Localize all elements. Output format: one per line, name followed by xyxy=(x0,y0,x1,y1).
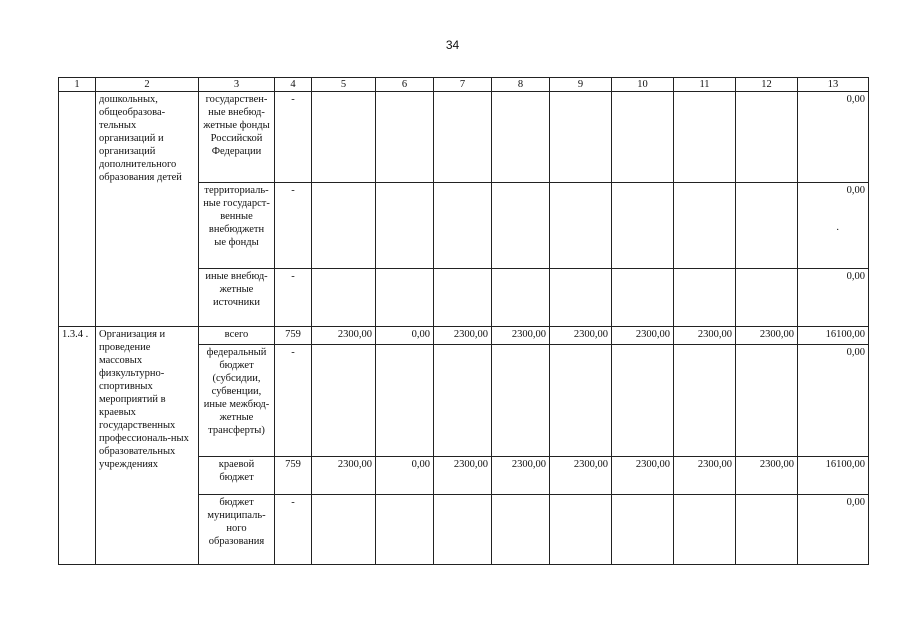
value-cell: 2300,00 xyxy=(612,327,674,345)
value-cell: 2300,00 xyxy=(492,457,550,495)
total-cell: 16100,00 xyxy=(798,327,869,345)
value-cell: 0,00 xyxy=(376,327,434,345)
col-header: 7 xyxy=(434,78,492,92)
table-row xyxy=(59,92,869,183)
table-row xyxy=(59,327,869,345)
activity-name: дошкольных, общеобразова-тельных организаций и организаций дополнительного образования детей xyxy=(96,92,199,327)
col-header: 12 xyxy=(736,78,798,92)
total-cell: 0,00 xyxy=(798,345,869,457)
col-header: 3 xyxy=(199,78,275,92)
total-value: 0,00 xyxy=(846,185,865,196)
stray-mark: . xyxy=(836,222,839,233)
value-cell: 2300,00 xyxy=(674,327,736,345)
value-cell: 2300,00 xyxy=(736,457,798,495)
source-cell: государствен-ные внебюд-жетные фонды Российской Федерации xyxy=(199,92,275,183)
source-cell: всего xyxy=(199,327,275,345)
source-cell: территориаль-ные государст-венные внебюджетн ые фонды xyxy=(199,183,275,269)
value-cell: 2300,00 xyxy=(312,457,376,495)
source-cell: иные внебюд-жетные источники xyxy=(199,269,275,327)
col-header: 11 xyxy=(674,78,736,92)
value-cell: 2300,00 xyxy=(434,457,492,495)
col-header: 4 xyxy=(275,78,312,92)
col-header: 9 xyxy=(550,78,612,92)
col-header: 13 xyxy=(798,78,869,92)
value-cell: 2300,00 xyxy=(550,327,612,345)
total-cell xyxy=(798,183,869,269)
code-cell: - xyxy=(275,92,312,183)
source-cell: бюджет муниципаль-ного образования xyxy=(199,495,275,565)
budget-table xyxy=(58,77,869,565)
total-cell: 16100,00 xyxy=(798,457,869,495)
value-cell: 2300,00 xyxy=(612,457,674,495)
total-cell: 0,00 xyxy=(798,269,869,327)
value-cell: 2300,00 xyxy=(434,327,492,345)
value-cell: 2300,00 xyxy=(492,327,550,345)
activity-name: Организация и проведение массовых физкультурно-спортивных мероприятий в краевых государственных профессиональ-ных образовательных учреждениях xyxy=(96,327,199,565)
source-cell: краевой бюджет xyxy=(199,457,275,495)
value-cell: 2300,00 xyxy=(674,457,736,495)
code-cell: - xyxy=(275,345,312,457)
row-number-cell xyxy=(59,92,96,327)
value-cell: 0,00 xyxy=(376,457,434,495)
col-header: 2 xyxy=(96,78,199,92)
total-cell: 0,00 xyxy=(798,92,869,183)
code-cell: 759 xyxy=(275,457,312,495)
code-cell: - xyxy=(275,269,312,327)
value-cell: 2300,00 xyxy=(550,457,612,495)
page-number: 34 xyxy=(445,38,460,52)
header-row xyxy=(59,78,869,92)
col-header: 5 xyxy=(312,78,376,92)
code-cell: 759 xyxy=(275,327,312,345)
col-header: 6 xyxy=(376,78,434,92)
col-header: 1 xyxy=(59,78,96,92)
source-cell: федеральный бюджет (субсидии, субвенции, иные межбюд-жетные трансферты) xyxy=(199,345,275,457)
total-cell: 0,00 xyxy=(798,495,869,565)
col-header: 10 xyxy=(612,78,674,92)
code-cell: - xyxy=(275,183,312,269)
value-cell: 2300,00 xyxy=(312,327,376,345)
row-number-cell: 1.3.4 . xyxy=(59,327,96,565)
value-cell: 2300,00 xyxy=(736,327,798,345)
code-cell: - xyxy=(275,495,312,565)
col-header: 8 xyxy=(492,78,550,92)
